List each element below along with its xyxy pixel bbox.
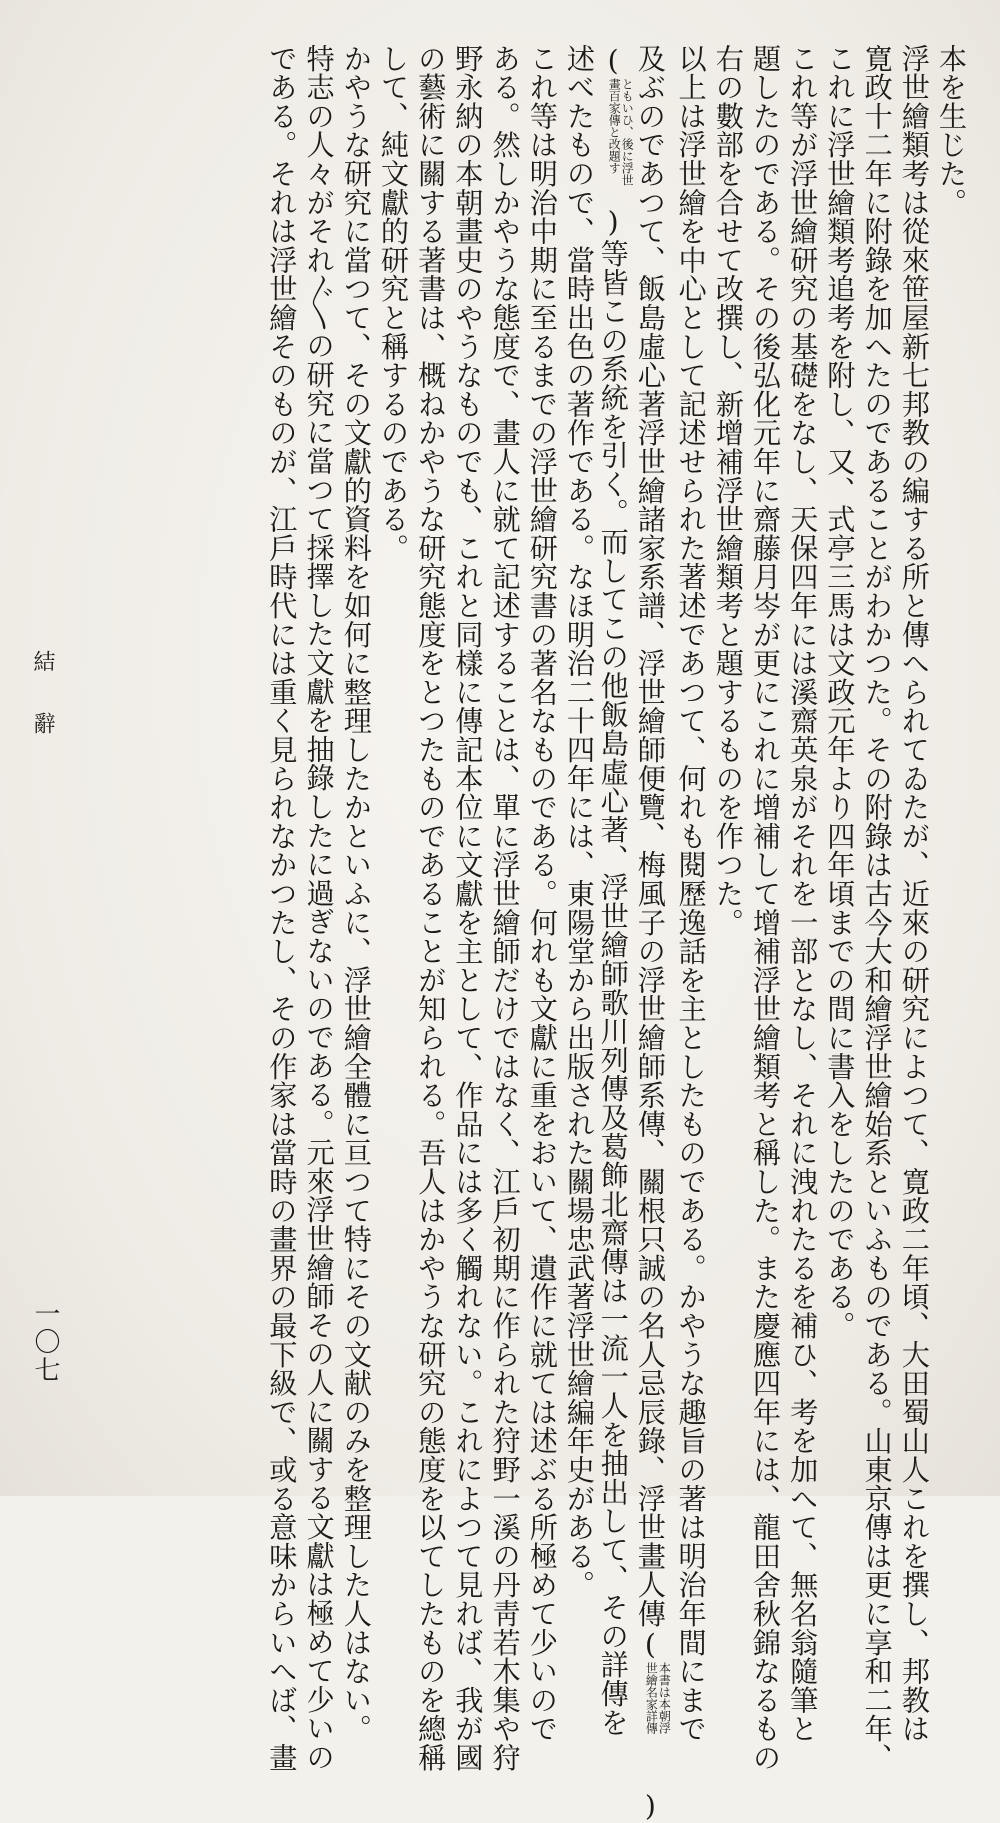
text-column: かやうな研究に當つて、その文獻的資料を如何に整理したかといふに、浮世繪全體に亘つて特にその文献のみを整理した人はない。 [339,44,373,1744]
text-column: の藝術に關する著書は、概ねかやうな研究態度をとつたものであることが知られる。吾人はかやうな研究の態度を以てしたものを總稱 [414,44,448,1772]
text-column: これ等が浮世繪研究の基礎をなし、天保四年には溪齋英泉がそれを一部となし、それに洩れたるを補ひ、考を加へて、無名翁隨筆と [786,44,820,1744]
column-text: 等皆この系統を引く。而してこの他飯島虛心著、浮世繪師歌川列傳及葛飾北齋傳は一流一人を抽出して、その詳傳を [596,239,630,1737]
text-column: 以上は浮世繪を中心として記述せられた著述であつて、何れも閱歷逸話を主としたものである。かやうな趣旨の著は明治年間にまで [674,44,708,1744]
text-column: 浮世繪類考は從來笹屋新七邦教の編する所と傳へられてゐたが、近來の研究によつて、寛政二年頃、大田蜀山人これを撰し、邦教は [897,44,931,1744]
text-column: これに浮世繪類考追考を附し、又、式亭三馬は文政元年より四年頃までの間に書入をしたのである。 [823,44,857,1340]
text-column: して、純文獻的研究と稱するのである。 [377,44,410,563]
text-column: 本を生じた。 [935,44,968,217]
text-column: ある。然しかやうな態度で、畫人に就て記述することは、單に浮世繪師だけではなく、江戶初期に作られた狩野一溪の丹靑若木集や狩 [488,44,522,1772]
text-column: 特志の人々がそれ〴〵の研究に當つて採擇した文獻を抽錄したに過ぎないのである。元來浮世繪師その人に關する文獻は極めて少いの [302,44,336,1772]
warichu-note [607,78,633,206]
text-column: 寛政十二年に附錄を加へたのであることがわかつた。その附錄は古今大和繪浮世繪始系といふものである。山東京傳は更に享和二年、 [860,44,894,1772]
column-text: 及ぶのであつて、飯島虛心著浮世繪諸家系譜、浮世繪師便覽、梅風子の浮世繪師系傳、關根只誠の名人忌辰錄、浮世畫人傳 [633,44,667,1628]
text-column: 題したのである。その後弘化元年に齋藤月岑が更にこれに增補して增補浮世繪類考と稱した。また慶應四年には、龍田舍秋錦なるもの [749,44,782,1772]
running-header: 結辭 [30,650,55,774]
note-line: 畫百家傳と改題す [607,77,622,174]
text-column: 及ぶのであつて、飯島虛心著浮世繪諸家系譜、浮世繪師便覽、梅風子の浮世繪師系傳、關根只誠の名人忌辰錄、浮世畫人傳( 本書は本朝浮 世繪名家詳傳 ) [633,44,672,1823]
text-column: である。それは浮世繪そのものが、江戶時代には重く見られなかつたし、その作家は當時の畫界の最下級で、或る意味からいへば、畫 [265,44,299,1772]
text-column: これ等は明治中期に至るまでの浮世繪研究書の著名なものである。何れも文獻に重をおいて、遺作に就ては述ぶる所極めて少いので [525,44,559,1744]
page-number: 一〇七 [30,1300,60,1384]
text-column: 野永納の本朝畫史のやうなものでも、これと同樣に傳記本位に文獻を主として、作品には多く觸れない。これによつて見れば、我が國 [451,44,485,1772]
text-column: 右の數部を合せて改撰し、新增補浮世繪類考と題するものを作つた。 [711,44,745,937]
note-line: ともいひ、後に浮世 [620,77,635,186]
warichu-note [644,1662,670,1790]
text-column: 述べたもので、當時出色の著作である。なほ明治二十四年には、東陽堂から出版された關場忠武著浮世繪編年史がある。 [563,44,596,1600]
text-column: ( ともいひ、後に浮世 畫百家傳と改題す )等皆この系統を引く。而してこの他飯島虛心著、浮世繪師歌川列傳及葛飾北齋傳は一流一人を抽出して、その詳傳を [596,44,635,1737]
note-line: 本書は本朝浮 [657,1661,672,1734]
note-line: 世繪名家詳傳 [644,1661,659,1734]
